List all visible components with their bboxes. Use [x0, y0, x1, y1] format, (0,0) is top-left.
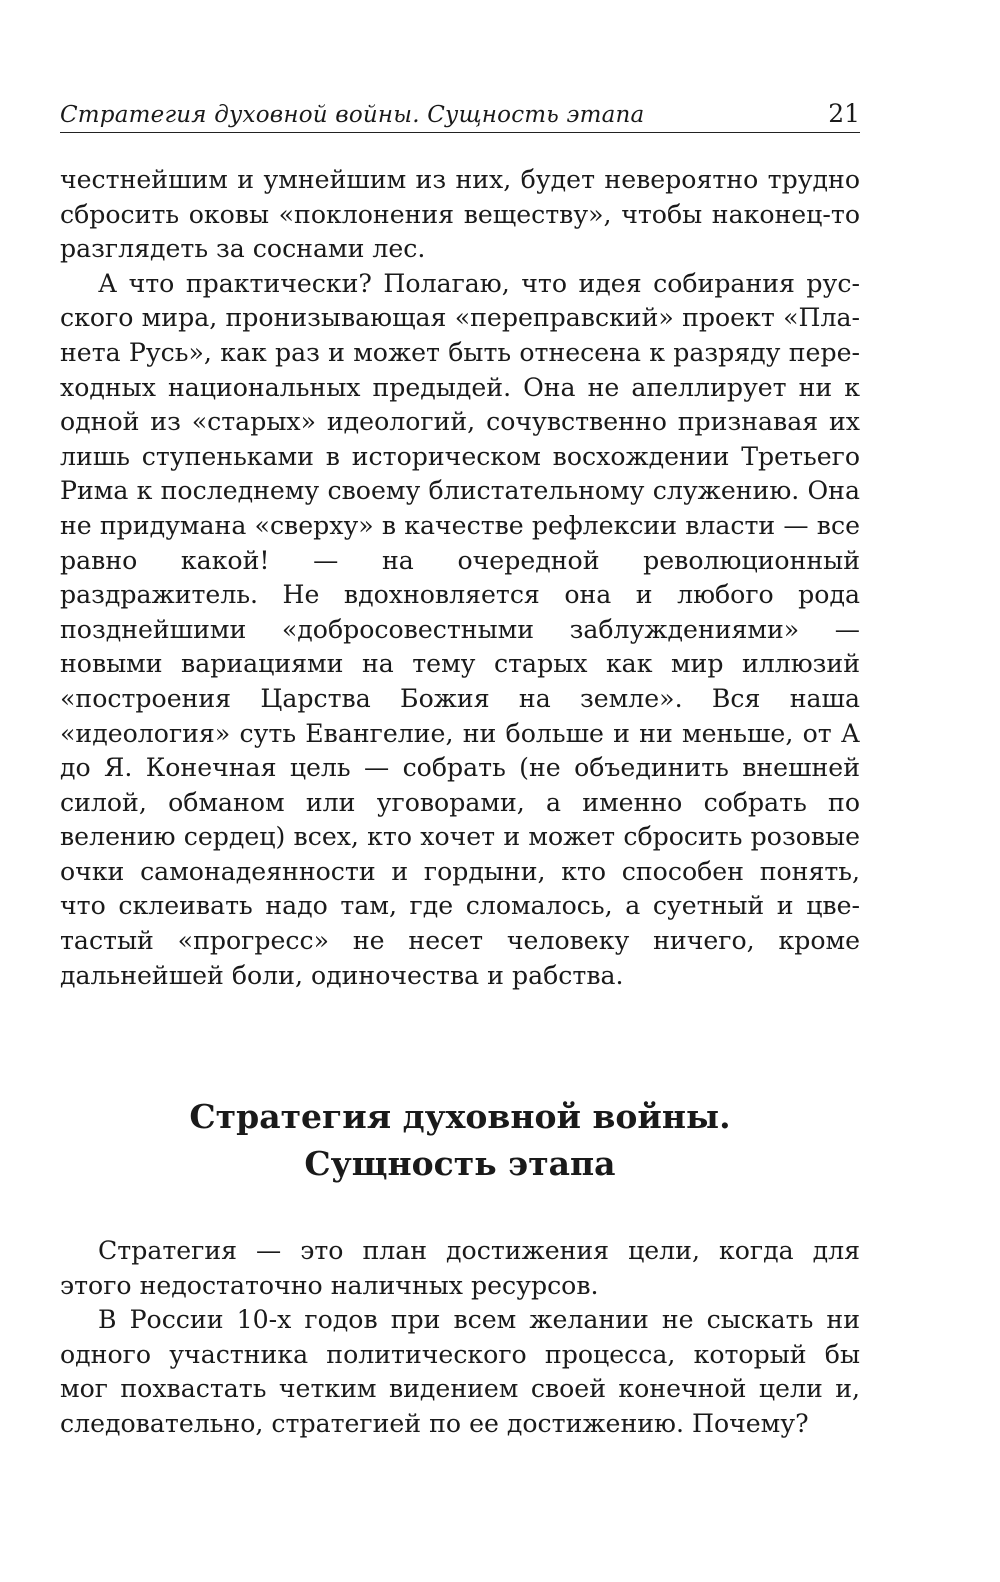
paragraph: Стратегия — это план достижения цели, когда для этого недостаточно наличных ресурсов.: [60, 1236, 860, 1300]
section-heading-line-2: Сущность этапа: [304, 1144, 616, 1183]
section-text: [60, 1234, 860, 1442]
paragraph-continued: честнейшим и умнейшим из них, будет невероятно трудно сбросить оковы «поклонения веществу», чтобы наконец-то разглядеть за соснами лес.: [60, 165, 860, 264]
body-text: [60, 163, 860, 993]
running-title: Стратегия духовной войны. Сущность этапа: [60, 102, 645, 128]
running-head: [60, 92, 860, 133]
section-heading-line-1: Стратегия духовной войны.: [189, 1097, 731, 1136]
page-number: 21: [828, 99, 860, 128]
paragraph: А что практически? Полагаю, что идея собирания русского мира, пронизывающая «переправский» проект «Планета Русь», как раз и может быть отнесена к разряду переходных национальных предыдей. Она не апеллирует ни к одной из «старых» идеологий, сочувственно признавая их лишь ступеньками в историческом восхождении Третьего Рима к последнему своему блистательному служению. Она не придумана «сверху» в качестве рефлексии власти — все равно какой! — на очередной революционный раздражитель. Не вдохновляется она и любого рода позднейшими «добросовестными заблуждениями» — новыми вариациями на тему старых как мир иллюзий «построения Царства Божия на земле». Вся наша «идеология» суть Евангелие, ни больше и ни меньше, от А до Я. Конечная цель — собрать (не объединить внешней силой, обманом или уговорами, а именно собрать по велению сердец) всех, кто хочет и может сбросить розовые очки самонадеянности и гордыни, кто способен понять, что склеивать надо там, где сломалось, а суетный и цветастый «прогресс» не несет человеку ничего, кроме дальнейшей боли, одиночества и рабства.: [60, 268, 860, 990]
paragraph: В России 10-х годов при всем желании не сыскать ни одного участника политического процесса, который бы мог похвастать четким видением своей конечной цели и, следовательно, стратегией по ее достижению. Почему?: [60, 1305, 860, 1438]
section-heading: [60, 1093, 860, 1187]
